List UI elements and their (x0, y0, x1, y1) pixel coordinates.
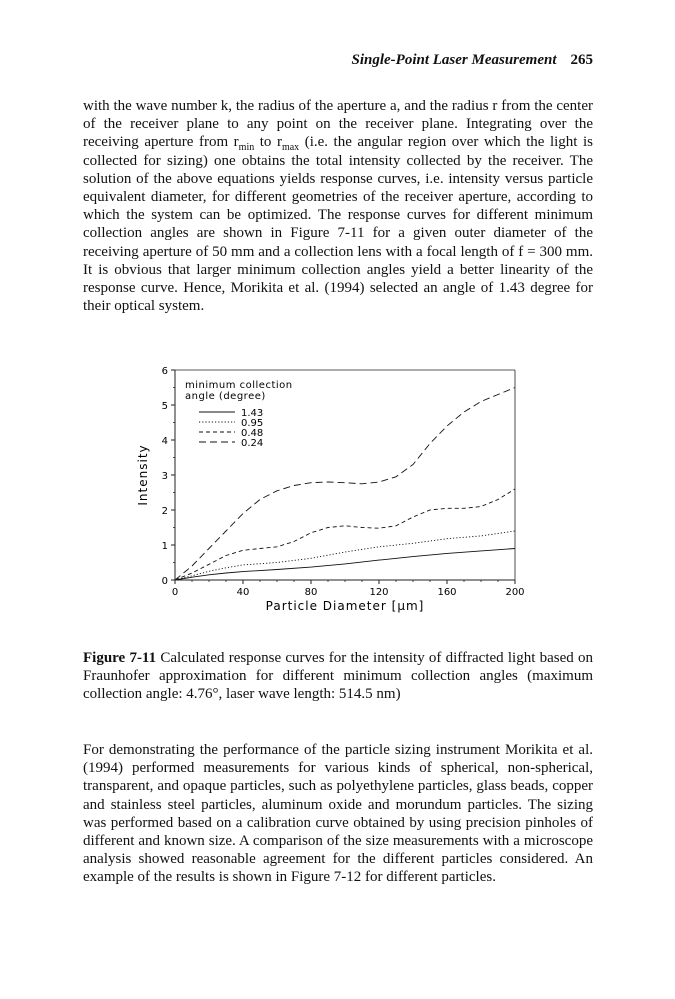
body-paragraph-2: For demonstrating the performance of the particle sizing instrument Morikita et al. (1994) performed measurements for various kinds of spherical, non-spherical, transparent, and opaque particles, such as polyethylene particles, glass beads, copper and stainless steel particles, aluminum oxide and morundum particles. The sizing was performed based on a calibration curve obtained by using precision pinholes of different and known size. A comparison of the size measurements with a microscope analysis showed reasonable agreement for the different particles considered. An example of the results is shown in Figure 7-12 for different particles. (83, 742, 593, 886)
subscript-min: min (238, 142, 255, 154)
y-axis-label: Intensity (136, 444, 150, 506)
legend-entry-0-95: 0.95 (241, 418, 264, 429)
legend-title-line2: angle (degree) (185, 391, 266, 402)
x-tick-label: 200 (505, 587, 525, 598)
legend-entry-0-48: 0.48 (241, 428, 264, 439)
y-tick-label: 4 (161, 436, 168, 447)
legend-entry-0-24: 0.24 (241, 438, 264, 449)
series-line-1-43 (175, 549, 515, 581)
paragraph1-part-b: to r (254, 134, 282, 151)
paragraph1-part-c: (i.e. the angular region over which the light is collected for sizing) one obtains the total intensity collected by the receiver. The solution of the above equations yields response curves, i.e. intensity versus particle equivalent diameter, for different geometries of the receiver aperture, according to which the system can be optimized. The response curves for different minimum collection angles are shown in Figure 7-11 for a given outer diameter of the receiving aperture of 50 mm and a collection lens with a focal length of f = 300 mm. It is obvious that larger minimum collection angles yield a better linearity of the response curve. Hence, Morikita et al. (1994) selected an angle of 1.43 degree for their optical system. (83, 134, 593, 315)
figure-caption (83, 649, 593, 704)
subscript-max: max (281, 142, 300, 154)
x-tick-label: 40 (236, 587, 250, 598)
y-tick-label: 1 (161, 541, 168, 552)
x-tick-label: 120 (369, 587, 389, 598)
legend-title-line1: minimum collection (185, 380, 293, 391)
y-tick-label: 5 (161, 401, 168, 412)
response-curve-chart (130, 355, 550, 625)
x-tick-label: 0 (171, 587, 179, 598)
page-number: 265 (570, 52, 593, 68)
caption-text: Calculated response curves for the intensity of diffracted light based on Fraunhofer approximation for different minimum collection angles (maximum collection angle: 4.76°, laser wave length: 514.5 nm) (83, 650, 593, 703)
running-title: Single-Point Laser Measurement (351, 52, 557, 68)
caption-label: Figure 7-11 (83, 650, 157, 666)
legend-entry-1-43: 1.43 (241, 408, 264, 419)
y-tick-label: 6 (161, 366, 168, 377)
y-tick-label: 0 (161, 576, 168, 587)
x-tick-label: 80 (304, 587, 318, 598)
y-tick-label: 3 (161, 471, 168, 482)
x-tick-label: 160 (437, 587, 457, 598)
running-header (351, 52, 593, 69)
series-line-0-24 (175, 388, 515, 581)
y-tick-label: 2 (161, 506, 168, 517)
paragraph1-part-a: with the wave number k, the radius of the aperture a, and the radius r from the center of the receiver plane to any point on the receiver plane. Integrating over the receiving aperture from r (83, 98, 593, 151)
x-axis-label: Particle Diameter [μm] (265, 599, 425, 613)
series-line-0-48 (175, 489, 515, 580)
body-paragraph-1 (83, 97, 593, 315)
